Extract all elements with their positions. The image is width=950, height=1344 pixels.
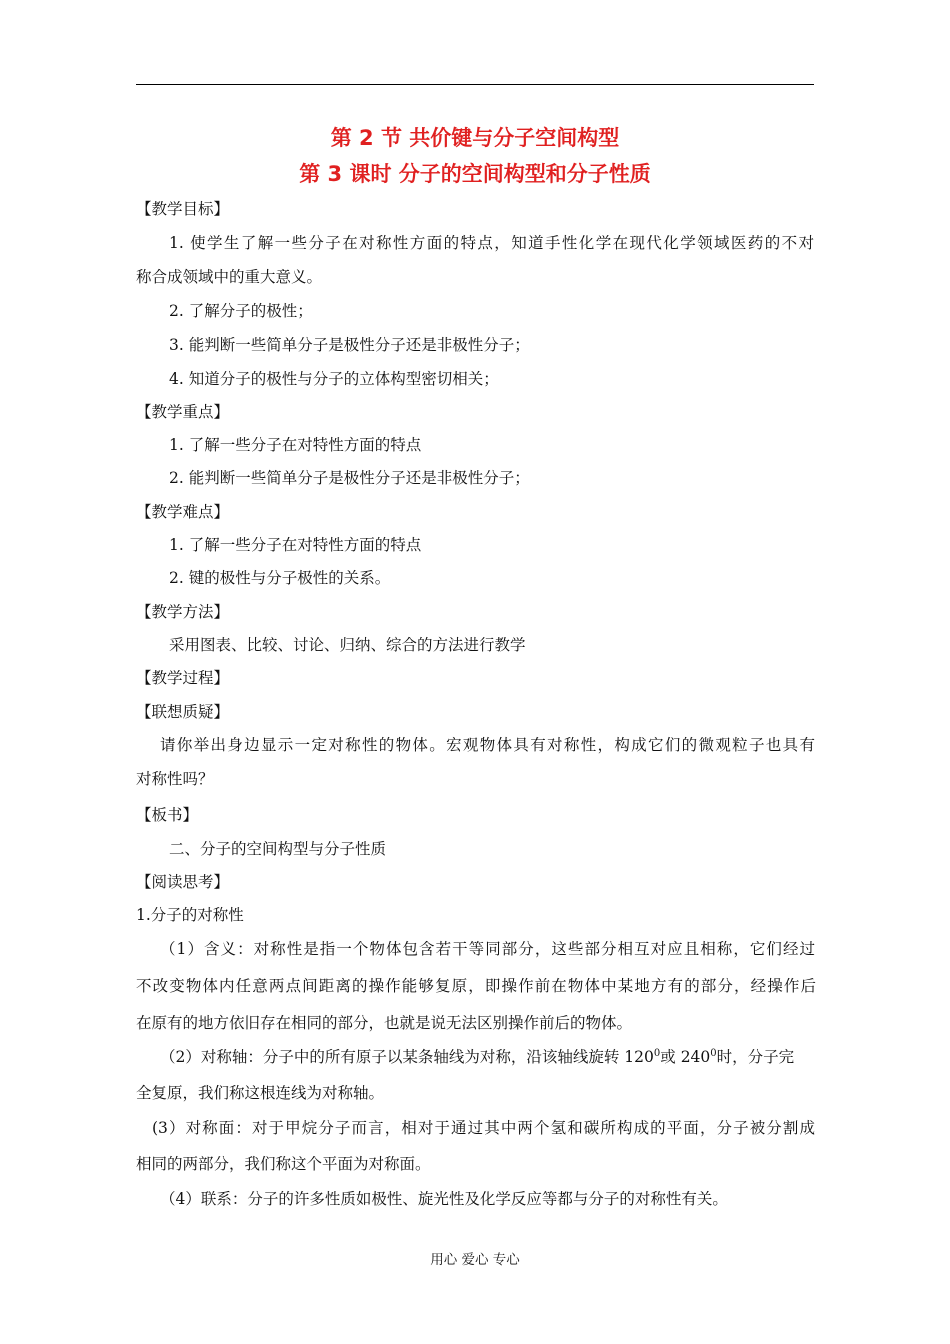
section-title: 第 2 节 共价键与分子空间构型	[330, 126, 620, 150]
association-line-1: 请你举出身边显示一定对称性的物体。宏观物体具有对称性，构成它们的微观粒子也具有	[160, 736, 815, 754]
axis-text-a: （2）对称轴：分子中的所有原子以某条轴线为对称，沿该轴线旋转 120	[160, 1048, 654, 1066]
methods-text: 采用图表、比较、讨论、归纳、综合的方法进行教学	[169, 636, 526, 654]
degree-sup-1: 0	[653, 1047, 661, 1059]
header-rule	[136, 84, 814, 85]
goal-item-2: 2. 了解分子的极性；	[169, 302, 313, 320]
difficulty-1: 1. 了解一些分子在对特性方面的特点	[169, 536, 422, 554]
plane-line-2: 相同的两部分，我们称这个平面为对称面。	[136, 1155, 431, 1173]
page-footer: 用心 爱心 专心	[430, 1252, 520, 1268]
definition-line-2: 不改变物体内任意两点间距离的操作能够复原，即操作前在物体中某地方有的部分，经操作后	[136, 977, 816, 995]
goal-item-1-line-2: 称合成领域中的重大意义。	[136, 268, 323, 286]
board-heading: 【板书】	[136, 806, 199, 824]
definition-line-3: 在原有的地方依旧存在相同的部分，也就是说无法区别操作前后的物体。	[136, 1014, 633, 1032]
axis-text-b: 或 240	[660, 1048, 711, 1066]
reading-heading: 【阅读思考】	[136, 873, 230, 891]
goal-item-3: 3. 能判断一些简单分子是极性分子还是非极性分子；	[169, 336, 530, 354]
definition-line-1: （1）含义：对称性是指一个物体包含若干等同部分，这些部分相互对应且相称，它们经过	[160, 940, 815, 958]
process-heading: 【教学过程】	[136, 669, 230, 687]
methods-heading: 【教学方法】	[136, 603, 230, 621]
degree-sup-2: 0	[710, 1047, 717, 1059]
goals-heading: 【教学目标】	[136, 200, 230, 218]
key-point-2: 2. 能判断一些简单分子是极性分子还是非极性分子；	[169, 469, 530, 487]
axis-line-1	[160, 1046, 815, 1068]
difficulties-heading: 【教学难点】	[136, 503, 230, 521]
lesson-title: 第 3 课时 分子的空间构型和分子性质	[299, 162, 651, 186]
key-points-heading: 【教学重点】	[136, 403, 230, 421]
axis-line-2: 全复原，我们称这根连线为对称轴。	[136, 1084, 385, 1102]
symmetry-subheading: 1.分子的对称性	[136, 906, 244, 924]
key-point-1: 1. 了解一些分子在对特性方面的特点	[169, 436, 422, 454]
goal-item-4: 4. 知道分子的极性与分子的立体构型密切相关；	[169, 370, 499, 388]
relation-line: （4）联系：分子的许多性质如极性、旋光性及化学反应等都与分子的对称性有关。	[160, 1190, 728, 1208]
association-heading: 【联想质疑】	[136, 703, 230, 721]
goal-item-1-line-1: 1. 使学生了解一些分子在对称性方面的特点，知道手性化学在现代化学领域医药的不对	[169, 234, 814, 252]
plane-line-1: (3）对称面：对于甲烷分子而言，相对于通过其中两个氢和碳所构成的平面，分子被分割成	[152, 1119, 815, 1137]
association-line-2: 对称性吗？	[136, 770, 214, 788]
axis-text-c: 时，分子完	[716, 1048, 795, 1066]
difficulty-2: 2. 键的极性与分子极性的关系。	[169, 569, 391, 587]
board-text: 二、分子的空间构型与分子性质	[169, 840, 387, 858]
